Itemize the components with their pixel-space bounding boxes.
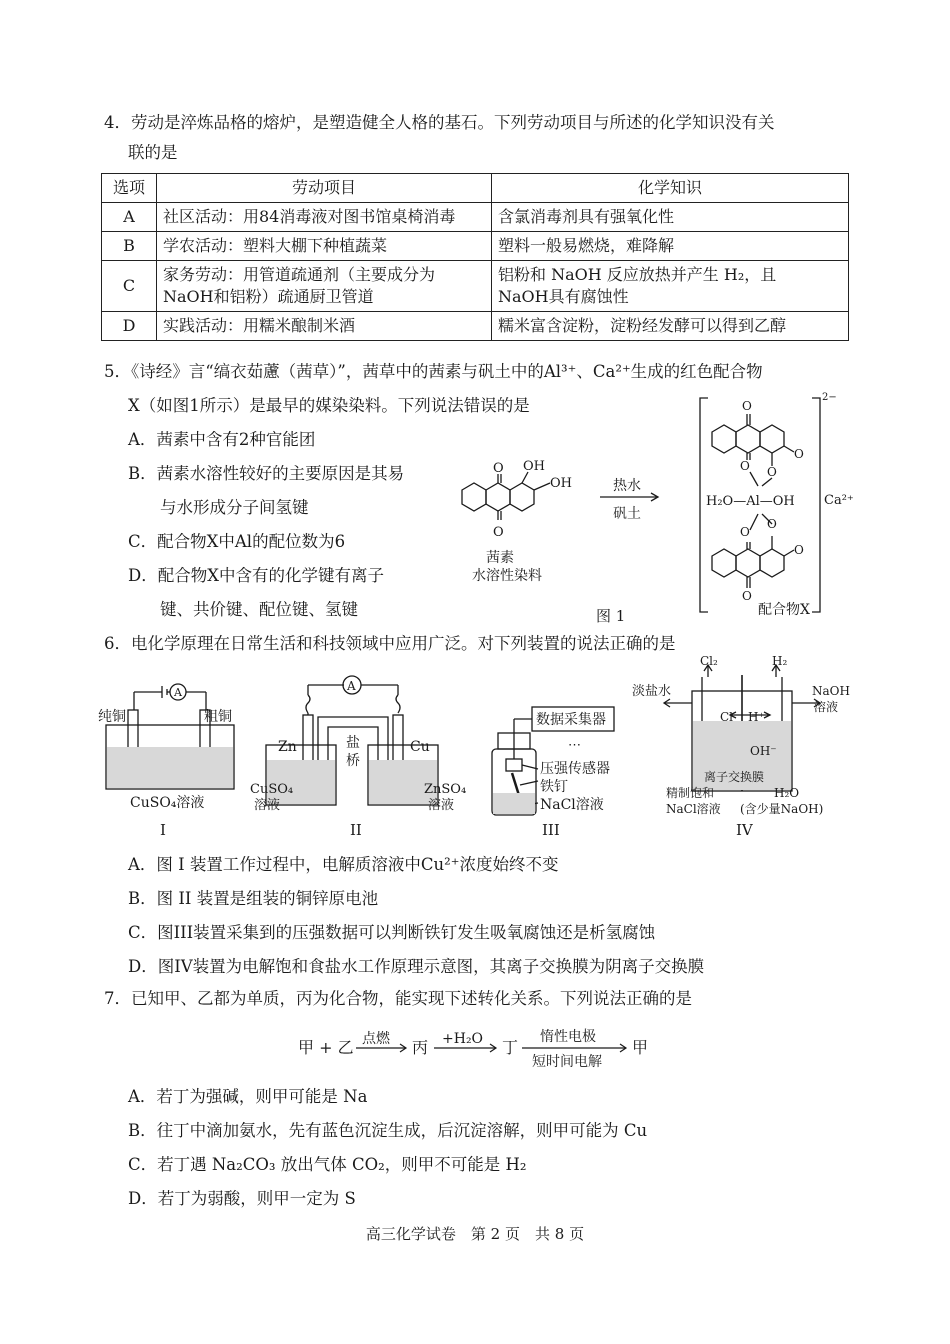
row-knowledge-line1: 铝粉和 NaOH 反应放热并产生 H₂，且 — [498, 265, 777, 284]
table-row — [102, 203, 849, 232]
complex-o-lower-carbonyl: O — [740, 525, 750, 539]
fig4-brine-1: 精制饱和 — [666, 786, 715, 800]
fig4-label: IV — [736, 821, 753, 839]
fig4-h2: H₂ — [772, 655, 788, 668]
fig4-membrane: 离子交换膜 — [704, 770, 765, 784]
fig2-salt-bridge-2: 桥 — [346, 753, 360, 769]
complex-name: 配合物X — [758, 602, 810, 618]
scheme-arrow1-label: 点燃 — [362, 1031, 390, 1047]
fig1-crude-copper: 粗铜 — [204, 709, 232, 725]
row-knowledge: 塑料一般易燃烧，难降解 — [492, 232, 849, 261]
alizarin-name: 茜素 — [486, 550, 514, 566]
q6-option-d: D．图IV装置为电解饱和食盐水工作原理示意图，其离子交换膜为阴离子交换膜 — [128, 957, 705, 976]
q6-option-a: A．图 I 装置工作过程中，电解质溶液中Cu²⁺浓度始终不变 — [128, 855, 559, 874]
counter-ion: Ca²⁺ — [824, 493, 854, 508]
fig4-water-1: H₂O — [774, 786, 800, 800]
fig4-h-ion: H⁺ — [748, 710, 765, 724]
fig3-solution — [493, 793, 535, 814]
q5-option-d-line1: D．配合物X中含有的化学键有离子 — [128, 566, 384, 585]
complex-charge: 2− — [822, 392, 837, 403]
fig4-naoh-1: NaOH — [812, 684, 850, 698]
q7-option-d: D．若丁为弱酸，则甲一定为 S — [128, 1189, 356, 1208]
fig2-left-sol-2: 溶液 — [254, 798, 281, 813]
complex-o-bottom: O — [742, 589, 752, 603]
row-knowledge-line2: NaOH具有腐蚀性 — [498, 287, 629, 306]
table-row — [102, 261, 849, 312]
row-item: 实践活动：用糯米酿制米酒 — [157, 312, 492, 341]
alizarin-oh-2: OH — [550, 476, 572, 491]
fig3-sensor: 压强传感器 — [540, 761, 610, 777]
q4-stem-line1: 4．劳动是淬炼品格的熔炉，是塑造健全人格的基石。下列劳动项目与所述的化学知识没有关 — [104, 113, 775, 132]
header-option: 选项 — [102, 174, 157, 203]
fig4-naoh-2: 溶液 — [814, 700, 839, 714]
fig1-solution-label: CuSO₄溶液 — [130, 795, 205, 811]
complex-o-top: O — [742, 399, 752, 413]
row-item-line2: NaOH和铝粉）疏通厨卫管道 — [163, 287, 374, 306]
alizarin-ring-left — [462, 483, 486, 511]
q4-stem-line2: 联的是 — [128, 143, 178, 162]
q5-option-b-line1: B．茜素水溶性较好的主要原因是其易 — [128, 464, 405, 483]
q7-scheme — [296, 1022, 676, 1074]
complex-o-lower-bridge: O — [767, 517, 777, 531]
fig4-oh-ion: OH⁻ — [750, 744, 777, 758]
fig4-cl2: Cl₂ — [700, 655, 718, 668]
q5-option-c: C．配合物X中Al的配位数为6 — [128, 532, 346, 551]
q5-option-d-line2: 键、共价键、配位键、氢键 — [160, 600, 358, 619]
fig1-pure-copper: 纯铜 — [98, 709, 126, 725]
alizarin-ring-right — [510, 483, 534, 511]
fig4-water-2: (含少量NaOH) — [740, 802, 824, 816]
q7-option-c: C．若丁遇 Na₂CO₃ 放出气体 CO₂，则甲不可能是 H₂ — [128, 1155, 527, 1174]
row-knowledge: 糯米富含淀粉，淀粉经发酵可以得到乙醇 — [492, 312, 849, 341]
row-item — [157, 261, 492, 312]
row-knowledge — [492, 261, 849, 312]
fig2-right-sol-1: ZnSO₄ — [424, 782, 467, 797]
scheme-mid1: 丙 — [412, 1038, 429, 1057]
q6-apparatus-figures — [96, 655, 856, 845]
arrow-condition-top: 热水 — [613, 478, 641, 494]
q7-option-a: A．若丁为强碱，则甲可能是 Na — [128, 1087, 368, 1106]
bracket-right — [812, 398, 820, 612]
complex-o-lower-right: O — [794, 543, 804, 557]
fig2-left-sol-1: CuSO₄ — [250, 782, 294, 797]
row-option: A — [102, 203, 157, 232]
row-option: B — [102, 232, 157, 261]
fig3-collector: 数据采集器 — [536, 712, 606, 728]
fig1-solution — [107, 747, 233, 788]
row-option: C — [102, 261, 157, 312]
scheme-arrow3-top: 惰性电极 — [540, 1029, 596, 1045]
q5-option-b-line2: 与水形成分子间氢键 — [160, 498, 309, 517]
complex-o-upper-right: O — [794, 447, 804, 461]
fig4-brine-2: NaCl溶液 — [666, 802, 721, 816]
fig3-solution-label: NaCl溶液 — [540, 797, 604, 813]
complex-o-upper-bridge: O — [767, 465, 777, 479]
q5-option-a: A．茜素中含有2种官能团 — [128, 430, 316, 449]
fig4-dilute-brine: 淡盐水 — [632, 684, 672, 699]
row-item: 社区活动：用84消毒液对图书馆桌椅消毒 — [157, 203, 492, 232]
scheme-end: 甲 — [632, 1038, 649, 1057]
q4-table — [101, 173, 849, 341]
q6-stem: 6．电化学原理在日常生活和科技领域中应用广泛。对下列装置的说法正确的是 — [104, 634, 676, 653]
q7-option-b: B．往丁中滴加氨水，先有蓝色沉淀生成，后沉淀溶解，则甲可能为 Cu — [128, 1121, 648, 1140]
scheme-arrow2-label: +H₂O — [442, 1031, 484, 1047]
scheme-mid2: 丁 — [502, 1038, 519, 1057]
alizarin-desc: 水溶性染料 — [472, 568, 542, 584]
fig1-label: I — [160, 821, 166, 839]
fig1-meter: A — [174, 686, 182, 699]
scheme-start: 甲 + 乙 — [298, 1038, 354, 1057]
q5-stem-line2: X（如图1所示）是最早的媒染染料。下列说法错误的是 — [128, 396, 530, 415]
alizarin-carbonyl-o-top: O — [493, 461, 504, 476]
q5-stem-line1: 5．《诗经》言“缟衣茹藘（茜草）”，茜草中的茜素与矾土中的Al³⁺、Ca²⁺生成的红色配合物 — [104, 362, 763, 381]
row-option: D — [102, 312, 157, 341]
complex-o-upper-carbonyl: O — [740, 459, 750, 473]
fig3-nail: 铁钉 — [540, 779, 568, 795]
fig2-label: II — [350, 821, 362, 839]
q6-option-c: C．图III装置采集到的压强数据可以判断铁钉发生吸氧腐蚀还是析氢腐蚀 — [128, 923, 656, 942]
header-chem-knowledge: 化学知识 — [492, 174, 849, 203]
table-row — [102, 232, 849, 261]
alizarin-oh-1: OH — [523, 459, 545, 474]
row-item-line1: 家务劳动：用管道疏通剂（主要成分为 — [163, 265, 436, 284]
arrow-condition-bottom: 矾土 — [613, 506, 641, 522]
alizarin-carbonyl-o-bottom: O — [493, 525, 504, 540]
alizarin-ring-mid — [486, 483, 510, 511]
figure-caption: 图 1 — [596, 607, 626, 625]
fig2-right-sol-2: 溶液 — [428, 798, 455, 813]
fig2-cu: Cu — [410, 739, 430, 755]
fig2-meter: A — [347, 679, 356, 693]
q6-option-b: B．图 II 装置是组装的铜锌原电池 — [128, 889, 379, 908]
q7-stem: 7．已知甲、乙都为单质，丙为化合物，能实现下述转化关系。下列说法正确的是 — [104, 989, 692, 1008]
fig4-cl-ion: Cl⁻ — [720, 710, 740, 724]
header-labor-item: 劳动项目 — [157, 174, 492, 203]
figure-1 — [450, 390, 860, 630]
table-row — [102, 312, 849, 341]
row-item: 学农活动：塑料大棚下种植蔬菜 — [157, 232, 492, 261]
row-knowledge: 含氯消毒剂具有强氧化性 — [492, 203, 849, 232]
fig3-dots: ⋯ — [568, 738, 581, 753]
table-header-row — [102, 174, 849, 203]
fig3-label: III — [542, 821, 560, 839]
fig2-zn: Zn — [278, 739, 297, 755]
page-footer: 高三化学试卷 第 2 页 共 8 页 — [365, 1225, 585, 1243]
scheme-arrow3-bottom: 短时间电解 — [532, 1054, 602, 1070]
complex-center: H₂O—Al—OH — [706, 494, 795, 509]
fig2-salt-bridge-1: 盐 — [346, 735, 360, 751]
